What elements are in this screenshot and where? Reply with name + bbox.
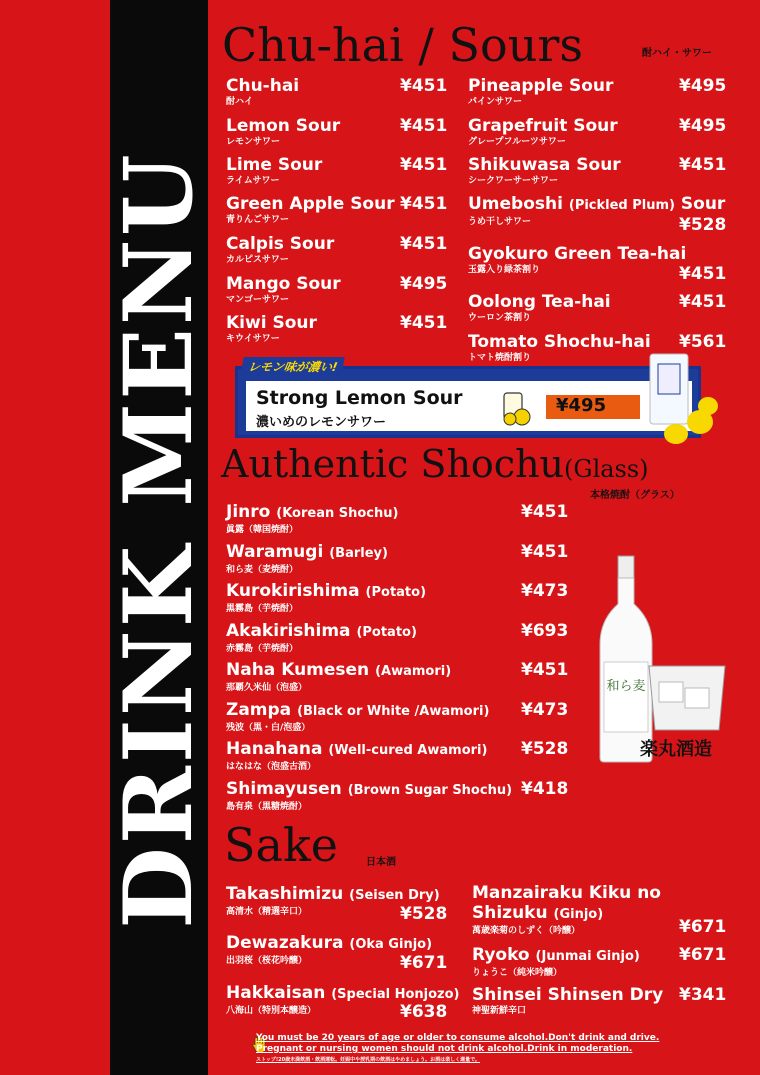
- item-name: Zampa: [226, 700, 292, 720]
- item-price: ¥495: [400, 274, 448, 294]
- lemon-sour-glass-icon: [646, 350, 724, 446]
- item-name: Kiwi Sour: [226, 313, 317, 333]
- menu-item: [472, 945, 640, 979]
- menu-item: [468, 332, 651, 364]
- item-name: Naha Kumesen: [226, 660, 370, 680]
- item-jp: 萬歳楽菊のしずく（吟醸）: [472, 926, 581, 936]
- menu-item: [226, 155, 322, 187]
- item-name: Ryoko: [472, 945, 530, 965]
- item-jp: 八海山（特別本醸造）: [226, 1006, 317, 1016]
- item-jp: はなはな（泡盛古酒）: [226, 762, 317, 772]
- menu-item: [226, 660, 451, 694]
- item-price: ¥473: [521, 581, 569, 601]
- brewery-name: 楽丸酒造: [640, 739, 712, 760]
- menu-item: [468, 155, 621, 187]
- warning-line-1: You must be 20 years of age or older to consume alcohol.Don't drink and drive.: [256, 1033, 660, 1043]
- shochu-section-title: [221, 442, 649, 486]
- bottle-label: 和ら麦: [606, 679, 646, 694]
- item-name: Lime Sour: [226, 155, 323, 175]
- item-name-cont: Sour: [680, 194, 726, 214]
- item-jp: 赤霧島（芋焼酎）: [226, 644, 299, 654]
- item-jp: 和ら麦（麦焼酎）: [226, 565, 299, 575]
- item-jp: 黒霧島（芋焼酎）: [226, 604, 299, 614]
- item-name: Calpis Sour: [226, 234, 335, 254]
- item-jp: キウイサワー: [226, 334, 280, 344]
- item-price: ¥451: [400, 116, 448, 136]
- shochu-title-text: Authentic Shochu: [221, 442, 565, 486]
- banner-inner: [246, 381, 692, 431]
- item-price: ¥495: [679, 76, 727, 96]
- item-jp: シークワーサーサワー: [468, 176, 559, 186]
- item-jp: パインサワー: [468, 97, 523, 107]
- item-price: ¥451: [400, 76, 448, 96]
- item-price: ¥451: [521, 660, 569, 680]
- item-jp: ウーロン茶割り: [468, 313, 532, 323]
- banner-name: Strong Lemon Sour: [256, 387, 463, 409]
- banner-jp: 濃いめのレモンサワー: [256, 415, 387, 430]
- menu-item: [226, 313, 317, 345]
- item-jp: 青りんごサワー: [226, 215, 290, 225]
- item-desc: (Korean Shochu): [276, 506, 399, 521]
- item-price: ¥451: [400, 194, 448, 214]
- item-name: Kurokirishima: [226, 581, 360, 601]
- item-price: ¥451: [679, 264, 727, 284]
- menu-item: [226, 76, 299, 108]
- item-jp: ライムサワー: [226, 176, 280, 186]
- item-name-cont: Shizuku: [472, 903, 548, 923]
- item-price: ¥671: [679, 945, 727, 965]
- menu-item: [472, 883, 661, 937]
- item-name: Green Apple Sour: [226, 194, 395, 214]
- menu-item: [468, 116, 618, 148]
- item-name: Waramugi: [226, 542, 324, 562]
- item-price: ¥693: [521, 621, 569, 641]
- item-jp: 残波（黒・白/泡盛）: [226, 723, 311, 733]
- item-price: ¥451: [400, 313, 448, 333]
- item-name: Gyokuro Green Tea-hai: [468, 244, 687, 264]
- sake-title-text: Sake: [224, 818, 339, 872]
- item-name: Shimayusen: [226, 779, 342, 799]
- item-name: Hanahana: [226, 739, 323, 759]
- item-jp: 神聖新鮮辛口: [472, 1006, 527, 1016]
- menu-item: [226, 194, 395, 226]
- item-jp: りょうこ（純米吟醸）: [472, 968, 563, 978]
- item-price: ¥451: [400, 234, 448, 254]
- item-name: Tomato Shochu-hai: [468, 332, 651, 352]
- menu-item: [468, 76, 613, 108]
- item-price: ¥451: [400, 155, 448, 175]
- menu-item: [468, 292, 611, 324]
- item-jp: 出羽桜（桜花吟醸）: [226, 956, 308, 966]
- item-name: Lemon Sour: [226, 116, 341, 136]
- menu-item: [226, 700, 489, 734]
- menu-item: [226, 542, 388, 576]
- item-price: ¥451: [521, 502, 569, 522]
- item-name: Chu-hai: [226, 76, 300, 96]
- item-price: ¥638: [400, 1002, 448, 1022]
- item-jp: カルピスサワー: [226, 255, 289, 265]
- banner-tag: レモン味が濃い!: [240, 357, 345, 376]
- item-desc: (Seisen Dry): [349, 888, 440, 903]
- item-name: Oolong Tea-hai: [468, 292, 611, 312]
- item-name: Manzairaku Kiku no: [472, 883, 661, 903]
- warning-line-2: Pregnant or nursing women should not drink alcohol.Drink in moderation.: [256, 1044, 633, 1054]
- item-price: ¥418: [521, 779, 569, 799]
- item-name: Takashimizu: [226, 884, 344, 904]
- item-price: ¥528: [400, 904, 448, 924]
- item-desc: (Black or White /Awamori): [297, 704, 490, 719]
- menu-item: [226, 234, 334, 266]
- strong-lemon-sour-banner: [235, 360, 701, 438]
- item-desc: (Ginjo): [553, 907, 604, 922]
- banner-price: ¥495: [556, 395, 607, 416]
- chuhai-jp-title: 酎ハイ・サワー: [642, 48, 712, 59]
- item-desc: (Awamori): [375, 664, 452, 679]
- menu-item: [226, 581, 426, 615]
- chuhai-title-text: Chu-hai / Sours: [222, 18, 583, 72]
- item-jp: 島有泉（黒糖焼酎）: [226, 802, 308, 812]
- item-jp: 酎ハイ: [226, 97, 254, 107]
- menu-item: [468, 244, 686, 276]
- menu-item: [472, 985, 663, 1017]
- item-desc: (Pickled Plum): [568, 198, 675, 213]
- item-jp: レモンサワー: [226, 137, 281, 147]
- item-desc: (Oka Ginjo): [349, 937, 433, 952]
- item-desc: (Well-cured Awamori): [328, 743, 488, 758]
- item-price: ¥451: [521, 542, 569, 562]
- menu-item: [226, 621, 417, 655]
- item-jp: トマト焼酎割り: [468, 353, 532, 363]
- menu-item: [226, 274, 341, 306]
- item-jp: マンゴーサワー: [226, 295, 290, 305]
- item-jp: 玉露入り緑茶割り: [468, 265, 541, 275]
- item-jp: 那覇久米仙（泡盛）: [226, 683, 308, 693]
- item-price: ¥341: [679, 985, 727, 1005]
- menu-item: [226, 779, 512, 813]
- item-price: ¥495: [679, 116, 727, 136]
- menu-item: [226, 502, 398, 536]
- item-jp: 眞露（韓国焼酎）: [226, 525, 299, 535]
- sake-jp-title: 日本酒: [366, 857, 396, 868]
- item-jp: グレープフルーツサワー: [468, 137, 566, 147]
- item-desc: (Potato): [356, 625, 417, 640]
- item-name: Shikuwasa Sour: [468, 155, 621, 175]
- sake-section-title: [224, 818, 338, 872]
- item-name: Umeboshi: [468, 194, 563, 214]
- item-jp: うめ干しサワー: [468, 217, 532, 227]
- item-desc: (Special Honjozo): [331, 987, 460, 1002]
- item-price: ¥561: [679, 332, 727, 352]
- menu-item: [226, 739, 487, 773]
- item-price: ¥451: [679, 155, 727, 175]
- item-price: ¥473: [521, 700, 569, 720]
- item-desc: (Brown Sugar Shochu): [347, 783, 513, 798]
- shochu-title-small: (Glass): [564, 455, 649, 483]
- warning-line-3: ストップ!20歳未満飲酒・飲酒運転。妊娠中や授乳期の飲酒はやめましょう。お酒は楽しく適量で。: [256, 1057, 480, 1063]
- menu-title: DRINK MENU: [104, 151, 214, 929]
- item-price: ¥671: [679, 917, 727, 937]
- item-desc: (Potato): [365, 585, 427, 600]
- alcohol-warning: [256, 1033, 676, 1066]
- item-name: Pineapple Sour: [468, 76, 614, 96]
- item-price: ¥451: [679, 292, 727, 312]
- item-jp: 高清水（精選辛口）: [226, 907, 308, 917]
- item-desc: (Barley): [329, 546, 388, 561]
- shochu-jp-title: 本格焼酎（グラス）: [590, 490, 680, 501]
- shochu-glass-icon: [643, 660, 731, 734]
- menu-item: [226, 116, 340, 148]
- item-price: ¥528: [679, 215, 727, 235]
- item-name: Mango Sour: [226, 274, 341, 294]
- item-price: ¥671: [400, 953, 448, 973]
- item-name: Hakkaisan: [226, 983, 326, 1003]
- item-name: Akakirishima: [226, 621, 351, 641]
- item-name: Jinro: [226, 502, 271, 522]
- item-name: Shinsei Shinsen Dry: [472, 985, 664, 1005]
- item-price: ¥528: [521, 739, 569, 759]
- lemon-glass-icon: [496, 387, 536, 427]
- item-desc: (Junmai Ginjo): [535, 949, 640, 964]
- item-name: Grapefruit Sour: [468, 116, 618, 136]
- chuhai-section-title: [222, 18, 583, 72]
- item-name: Dewazakura: [226, 933, 344, 953]
